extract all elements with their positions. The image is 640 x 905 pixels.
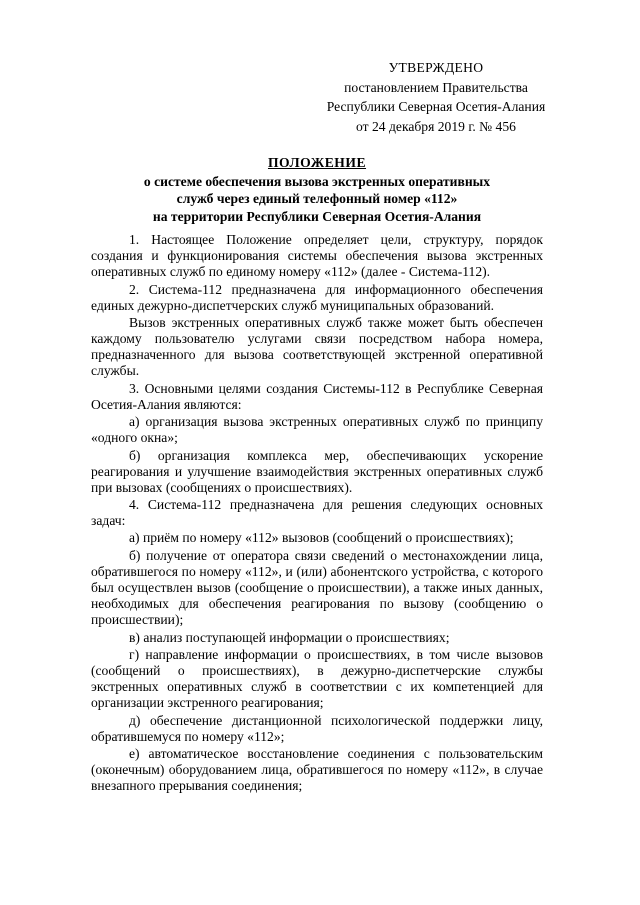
paragraph: 4. Система-112 предназначена для решения следующих основных задач: [91,497,543,529]
approval-line-3: от 24 декабря 2019 г. № 456 [356,118,516,134]
paragraph: е) автоматическое восстановление соединения с пользовательским (оконечным) оборудованием лица, обратившегося по номеру «112», в случае внезапного прерывания соединения; [91,745,543,794]
approval-line-1: постановлением Правительства [344,79,528,95]
paragraph: 3. Основными целями создания Системы-112 в Республике Северная Осетия-Алания являются: [91,380,543,412]
document-subtitle-line-2: служб через единый телефонный номер «112» [176,191,458,207]
paragraph: 1. Настоящее Положение определяет цели, структуру, порядок создания и функционирования системы обеспечения вызова экстренных оперативных служб по единому номеру «112» (далее - Система-112). [91,232,543,280]
approval-line-2: Республики Северная Осетия-Алания [326,99,546,114]
paragraph: Вызов экстренных оперативных служб также может быть обеспечен каждому пользователю услугами связи посредством набора номера, предназначенного для вызова соответствующей экстренной оперативной службы. [91,314,543,379]
paragraph: а) организация вызова экстренных оперативных служб по принципу «одного окна»; [91,414,543,446]
document-body [91,232,543,796]
document-subtitle-line-3: на территории Республики Северная Осетия-Алания [152,208,482,224]
paragraph: г) направление информации о происшествиях, в том числе вызовов (сообщений о происшествиях), в дежурно-диспетчерские службы экстренных оперативных служб в соответствии с их компетенцией для организации экстренного реагирования; [91,646,543,711]
paragraph: б) получение от оператора связи сведений о местонахождении лица, обратившегося по номеру «112», и (или) абонентского устройства, с которого был осуществлен вызов (сообщение о происшествии), а также иных данных, необходимых для обеспечения реагирования по вызову (сообщению о происшествии); [91,547,543,628]
paragraph: д) обеспечение дистанционной психологической поддержки лицу, обратившемуся по номеру «112»; [91,712,543,744]
document-title: ПОЛОЖЕНИЕ [267,155,367,170]
document-subtitle-line-1: о системе обеспечения вызова экстренных оперативных [143,174,491,190]
approval-stamp [318,58,554,136]
document-heading [100,154,534,225]
paragraph: а) приём по номеру «112» вызовов (сообщений о происшествиях); [129,530,514,546]
approval-title: УТВЕРЖДЕНО [388,60,484,75]
paragraph: 2. Система-112 предназначена для информационного обеспечения единых дежурно-диспетчерских служб муниципальных образований. [91,281,543,313]
paragraph: в) анализ поступающей информации о происшествиях; [129,629,450,645]
paragraph: б) организация комплекса мер, обеспечивающих ускорение реагирования и улучшение взаимодействия экстренных оперативных служб при вызовах (сообщениях о происшествиях). [91,447,543,495]
